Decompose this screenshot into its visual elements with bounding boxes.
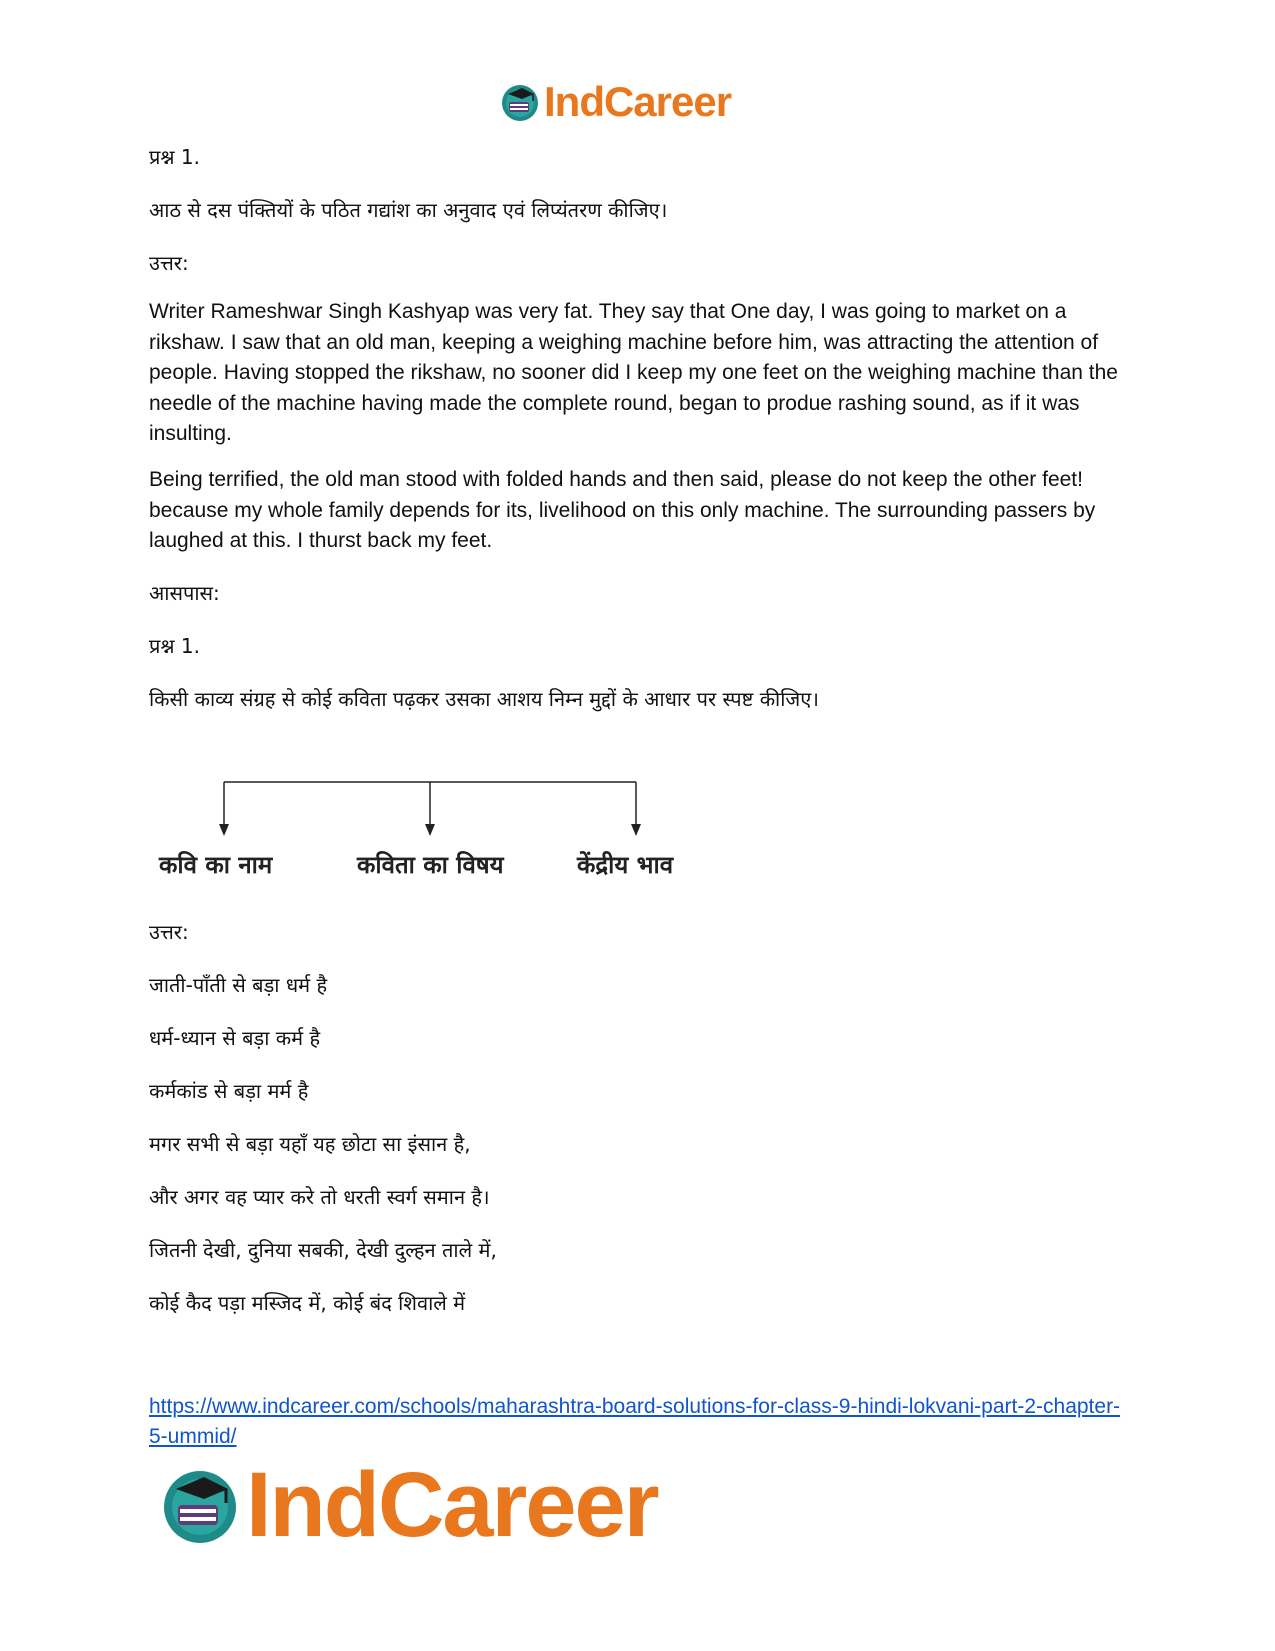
answer-label-2: उत्तर: [149, 920, 189, 944]
poem-line: जाती-पाँती से बड़ा धर्म है [149, 973, 328, 997]
poem-analysis-diagram [149, 770, 739, 890]
poem-line: मगर सभी से बड़ा यहाँ यह छोटा सा इंसान है, [149, 1132, 471, 1156]
poem-line: कोई कैद पड़ा मस्जिद में, कोई बंद शिवाले में [149, 1291, 466, 1315]
diagram-connector-lines [149, 770, 739, 850]
question-text-2: किसी काव्य संग्रह से कोई कविता पढ़कर उसका आशय निम्न मुद्दों के आधार पर स्पष्ट कीजिए। [149, 687, 819, 711]
question-label: प्रश्न 1. [149, 145, 200, 169]
diagram-label-poem-subject: कविता का विषय [357, 851, 504, 879]
footer-logo [160, 1453, 658, 1556]
source-link[interactable]: https://www.indcareer.com/schools/maharashtra-board-solutions-for-class-9-hindi-lokvani-part-2-chapter-5-ummid/ [149, 1395, 1121, 1448]
diagram-label-poet-name: कवि का नाम [159, 851, 273, 879]
poem-line: कर्मकांड से बड़ा मर्म है [149, 1079, 309, 1103]
poem-line: और अगर वह प्यार करे तो धरती स्वर्ग समान है। [149, 1185, 490, 1209]
answer-paragraph-2: Being terrified, the old man stood with folded hands and then said, please do not keep the other feet! because my whole family depends for its, livelihood on this only machine. The surrounding passers by laughed at this. I thurst back my feet. [149, 468, 1096, 552]
section-heading: आसपास: [149, 581, 220, 605]
logo-text: IndCareer [544, 78, 732, 125]
diagram-label-central-idea: केंद्रीय भाव [577, 851, 674, 879]
footer-logo-text: IndCareer [246, 1453, 658, 1556]
graduation-cap-book-globe-icon [500, 82, 540, 122]
header-logo [500, 80, 731, 124]
question-label-2: प्रश्न 1. [149, 634, 200, 658]
question-text: आठ से दस पंक्तियों के पठित गद्यांश का अनुवाद एवं लिप्यंतरण कीजिए। [149, 198, 668, 222]
answer-label: उत्तर: [149, 251, 189, 275]
graduation-cap-book-globe-icon [160, 1465, 240, 1545]
answer-paragraph-1: Writer Rameshwar Singh Kashyap was very fat. They say that One day, I was going to market on a rikshaw. I saw that an old man, keeping a weighing machine before him, was attracting the attention of people. Having stopped the rikshaw, no sooner did I keep my one feet on the weighing machine than the needle of the machine having made the complete round, began to produe rashing sound, as if it was insulting. [149, 300, 1118, 445]
poem-line: जितनी देखी, दुनिया सबकी, देखी दुल्हन ताले में, [149, 1238, 497, 1262]
poem-line: धर्म-ध्यान से बड़ा कर्म है [149, 1026, 321, 1050]
